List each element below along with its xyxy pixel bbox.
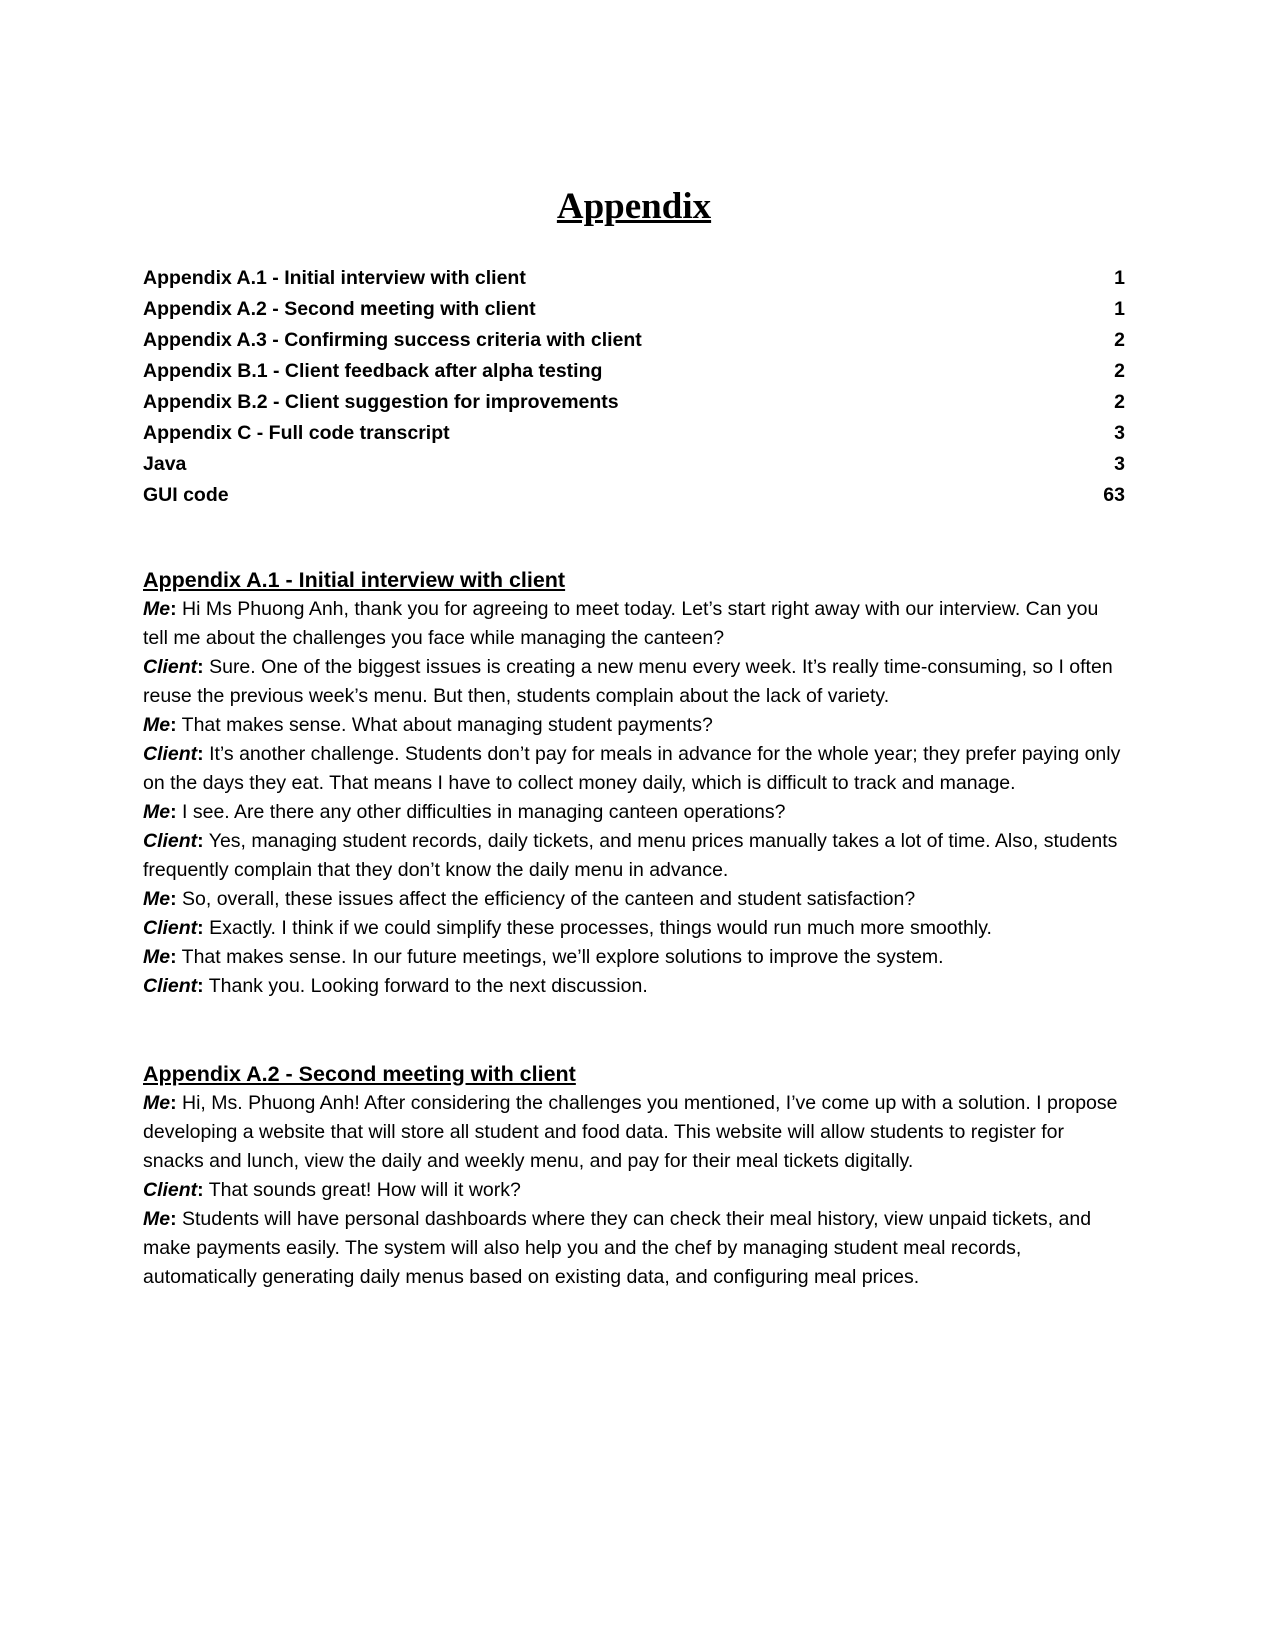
dialogue-colon: : <box>170 800 177 823</box>
dialogue-speaker: Client <box>143 1178 198 1201</box>
dialogue-speaker-wrap <box>143 1092 177 1114</box>
dialogue-text: Exactly. I think if we could simplify these processes, things would run much more smoothly. <box>203 916 992 939</box>
toc-row <box>143 387 1125 418</box>
dialogue-text: Yes, managing student records, daily tickets, and menu prices manually takes a lot of time. Also, students frequently complain that they don’t know the daily menu in advance. <box>143 829 1118 881</box>
dialogue-speaker-wrap <box>143 743 204 765</box>
toc-item-label: Appendix A.3 - Confirming success criteria with client <box>143 328 642 351</box>
section-dialogue <box>143 595 1125 1001</box>
dialogue-speaker: Me <box>143 945 171 968</box>
page-title: Appendix <box>556 186 712 227</box>
dialogue-colon: : <box>170 887 177 910</box>
dialogue-colon: : <box>197 916 204 939</box>
sections <box>143 565 1125 1292</box>
dialogue-text: I see. Are there any other difficulties in managing canteen operations? <box>176 800 786 823</box>
toc-item-page-number: 1 <box>1114 266 1125 289</box>
dialogue-colon: : <box>197 1178 204 1201</box>
toc-row <box>143 263 1125 294</box>
dialogue-colon: : <box>197 829 204 852</box>
dialogue-text: That makes sense. In our future meetings, we’ll explore solutions to improve the system. <box>176 945 944 968</box>
dialogue-speaker-wrap <box>143 1208 177 1230</box>
dialogue-colon: : <box>197 742 204 765</box>
appendix-section <box>143 565 1125 1001</box>
dialogue-paragraph <box>143 1089 1125 1176</box>
dialogue-speaker-wrap <box>143 888 177 910</box>
dialogue-paragraph <box>143 972 1125 1001</box>
dialogue-paragraph <box>143 1205 1125 1292</box>
toc-item-page-number: 2 <box>1114 390 1125 413</box>
dialogue-speaker: Client <box>143 829 198 852</box>
dialogue-paragraph <box>143 595 1125 653</box>
toc-item-label: Java <box>143 452 187 475</box>
dialogue-paragraph <box>143 1176 1125 1205</box>
toc-item-label: Appendix C - Full code transcript <box>143 421 450 444</box>
section-heading: Appendix A.1 - Initial interview with client <box>143 567 566 592</box>
dialogue-paragraph <box>143 914 1125 943</box>
dialogue-text: That makes sense. What about managing student payments? <box>176 713 713 736</box>
dialogue-speaker-wrap <box>143 714 177 736</box>
toc-item-label: Appendix B.2 - Client suggestion for improvements <box>143 390 619 413</box>
dialogue-text: Sure. One of the biggest issues is creating a new menu every week. It’s really time-consuming, so I often reuse the previous week’s menu. But then, students complain about the lack of variety. <box>143 655 1113 707</box>
toc-item-page-number: 2 <box>1114 328 1125 351</box>
dialogue-paragraph <box>143 740 1125 798</box>
toc-row <box>143 418 1125 449</box>
dialogue-speaker: Client <box>143 655 198 678</box>
dialogue-speaker: Me <box>143 1207 171 1230</box>
dialogue-speaker-wrap <box>143 801 177 823</box>
toc-item-page-number: 2 <box>1114 359 1125 382</box>
dialogue-speaker-wrap <box>143 1179 204 1201</box>
dialogue-paragraph <box>143 653 1125 711</box>
section-dialogue <box>143 1089 1125 1292</box>
dialogue-speaker: Client <box>143 974 198 997</box>
toc-item-label: GUI code <box>143 483 229 506</box>
dialogue-paragraph <box>143 885 1125 914</box>
dialogue-speaker: Client <box>143 916 198 939</box>
dialogue-colon: : <box>170 1207 177 1230</box>
dialogue-text: It’s another challenge. Students don’t pay for meals in advance for the whole year; they prefer paying only on the days they eat. That means I have to collect money daily, which is difficult to track and manage. <box>143 742 1121 794</box>
toc-row <box>143 294 1125 325</box>
dialogue-text: Hi, Ms. Phuong Anh! After considering the challenges you mentioned, I’ve come up with a solution. I propose developing a website that will store all student and food data. This website will allow students to register for snacks and lunch, view the daily and weekly menu, and pay for their meal tickets digitally. <box>143 1091 1118 1172</box>
toc-row <box>143 356 1125 387</box>
dialogue-speaker: Client <box>143 742 198 765</box>
toc-item-page-number: 63 <box>1103 483 1125 506</box>
dialogue-speaker: Me <box>143 713 171 736</box>
toc-item-page-number: 3 <box>1114 421 1125 444</box>
dialogue-text: Thank you. Looking forward to the next discussion. <box>203 974 648 997</box>
dialogue-speaker: Me <box>143 800 171 823</box>
dialogue-speaker: Me <box>143 1091 171 1114</box>
dialogue-colon: : <box>197 974 204 997</box>
dialogue-text: Hi Ms Phuong Anh, thank you for agreeing to meet today. Let’s start right away with our interview. Can you tell me about the challenges you face while managing the canteen? <box>143 597 1099 649</box>
dialogue-text: Students will have personal dashboards where they can check their meal history, view unpaid tickets, and make payments easily. The system will also help you and the chef by managing student meal records, automatically generating daily menus based on existing data, and configuring meal prices. <box>143 1207 1092 1288</box>
dialogue-text: That sounds great! How will it work? <box>203 1178 521 1201</box>
dialogue-speaker-wrap <box>143 656 204 678</box>
dialogue-paragraph <box>143 943 1125 972</box>
dialogue-colon: : <box>197 655 204 678</box>
dialogue-colon: : <box>170 597 177 620</box>
dialogue-speaker-wrap <box>143 975 204 997</box>
dialogue-colon: : <box>170 1091 177 1114</box>
dialogue-colon: : <box>170 945 177 968</box>
dialogue-paragraph <box>143 798 1125 827</box>
dialogue-speaker-wrap <box>143 830 204 852</box>
toc-item-label: Appendix B.1 - Client feedback after alpha testing <box>143 359 603 382</box>
toc-item-page-number: 1 <box>1114 297 1125 320</box>
toc-item-label: Appendix A.2 - Second meeting with client <box>143 297 536 320</box>
dialogue-speaker: Me <box>143 597 171 620</box>
section-heading: Appendix A.2 - Second meeting with client <box>143 1061 576 1086</box>
toc-item-page-number: 3 <box>1114 452 1125 475</box>
dialogue-speaker-wrap <box>143 598 177 620</box>
toc-item-label: Appendix A.1 - Initial interview with client <box>143 266 526 289</box>
toc-row <box>143 325 1125 356</box>
dialogue-text: So, overall, these issues affect the efficiency of the canteen and student satisfaction? <box>176 887 916 910</box>
dialogue-colon: : <box>170 713 177 736</box>
toc-row <box>143 449 1125 480</box>
appendix-section <box>143 1059 1125 1292</box>
dialogue-speaker: Me <box>143 887 171 910</box>
toc-row <box>143 480 1125 511</box>
dialogue-paragraph <box>143 711 1125 740</box>
dialogue-paragraph <box>143 827 1125 885</box>
dialogue-speaker-wrap <box>143 946 177 968</box>
toc <box>143 263 1125 511</box>
dialogue-speaker-wrap <box>143 917 204 939</box>
